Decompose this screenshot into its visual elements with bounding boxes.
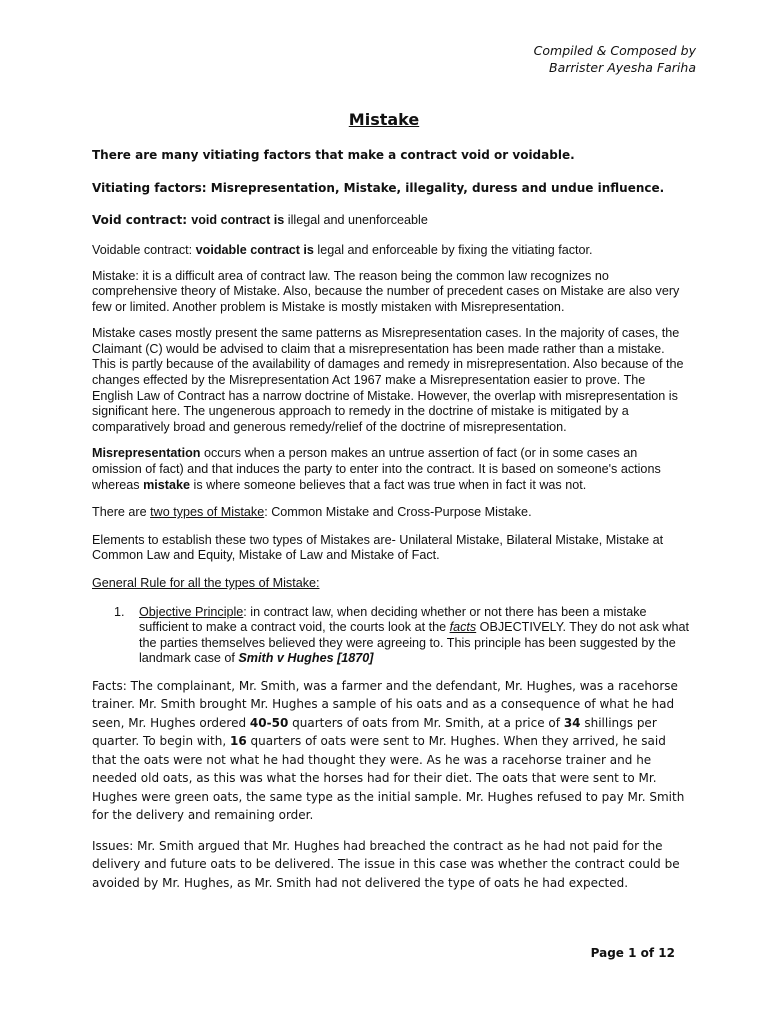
objective-principle-label: Objective Principle xyxy=(139,604,244,619)
case-citation: Smith v Hughes [1870] xyxy=(238,651,374,666)
misrepresentation-paragraph xyxy=(92,446,690,493)
intro-paragraph: There are many vitiating factors that make a contract void or voidable. xyxy=(92,148,575,162)
voidable-rest: legal and enforceable by fixing the vitiating factor. xyxy=(313,242,593,257)
misrep-text-1: occurs when a person makes an untrue assertion of fact (or in some cases an omission of fact) and that induces the party to enter into the contract. It is based on someone's actions whereas xyxy=(92,446,661,492)
list-text-2: OBJECTIVELY. They do not ask what the parties themselves believed they were agreeing to. This principle has been suggested by the landmark case of xyxy=(139,620,689,666)
page-title: Mistake xyxy=(348,110,420,129)
list-item xyxy=(92,605,690,667)
facts-text-1: Facts: The complainant, Mr. Smith, was a farmer and the defendant, Mr. Hughes, was a racehorse trainer. Mr. Smith brought Mr. Hughes a sample of his oats and as a consequence of what he had seen, Mr. Hughes ordered xyxy=(92,678,678,730)
void-contract-paragraph xyxy=(92,211,690,230)
facts-initial-quantity: 16 xyxy=(229,734,247,749)
vitiating-factors-paragraph: Vitiating factors: Misrepresentation, Mistake, illegality, duress and undue influence. xyxy=(92,180,665,195)
facts-paragraph xyxy=(92,677,690,825)
rules-list xyxy=(92,605,690,667)
void-bold: void contract is xyxy=(191,213,285,227)
header-line-2: Barrister Ayesha Fariha xyxy=(549,60,696,75)
void-rest: illegal and unenforceable xyxy=(284,213,428,227)
list-number: 1. xyxy=(114,604,125,619)
document-body xyxy=(92,146,690,892)
mistake-definition-paragraph: Mistake: it is a difficult area of contract law. The reason being the common law recognizes no comprehensive theory of Mistake. Also, because the number of precedent cases on Mistake are also very few or limited. Another problem is Mistake is mostly mistaken with Misrepresentation. xyxy=(92,268,680,314)
voidable-label: Voidable contract: xyxy=(92,242,196,257)
author-header xyxy=(534,42,696,76)
types-post: : Common Mistake and Cross-Purpose Mistake. xyxy=(264,505,532,520)
types-pre: There are xyxy=(92,505,151,520)
issues-paragraph: Issues: Mr. Smith argued that Mr. Hughes had breached the contract as he had not paid for the delivery and future oats to be delivered. The issue in this case was whether the contract could be avoided by Mr. Hughes, as Mr. Smith had not delivered the type of oats he had expected. xyxy=(92,838,680,890)
types-paragraph xyxy=(92,505,690,521)
facts-quantity: 40-50 xyxy=(249,715,289,730)
facts-text-4: quarters of oats were sent to Mr. Hughes. When they arrived, he said that the oats were not what he had thought they were. As he was a racehorse trainer and he needed old oats, as this was what the horses had for their diet. The oats that were sent to Mr. Hughes were green oats, the same type as the initial sample. Mr. Hughes refused to pay Mr. Smith for the delivery and remaining order. xyxy=(92,734,685,823)
elements-paragraph: Elements to establish these two types of Mistakes are- Unilateral Mistake, Bilateral Mistake, Mistake at Common Law and Equity, Mistake of Law and Mistake of Fact. xyxy=(92,532,664,563)
mistake-term: mistake xyxy=(143,477,191,492)
facts-emphasis: facts xyxy=(449,620,477,635)
voidable-contract-paragraph xyxy=(92,241,690,259)
misrep-text-2: is where someone believes that a fact was true when in fact it was not. xyxy=(190,477,587,492)
voidable-bold: voidable contract is xyxy=(195,242,314,257)
facts-price: 34 xyxy=(563,715,581,730)
void-label: Void contract: xyxy=(92,213,192,227)
facts-text-2: quarters of oats from Mr. Smith, at a price of xyxy=(288,715,564,730)
header-line-1: Compiled & Composed by xyxy=(533,43,696,58)
page-number: Page 1 of 12 xyxy=(590,946,675,960)
types-underlined: two types of Mistake xyxy=(150,505,265,520)
list-text-1: : in contract law, when deciding whether or not there has been a mistake sufficient to make a contract void, the courts look at the xyxy=(139,604,647,635)
mistake-cases-paragraph: Mistake cases mostly present the same patterns as Misrepresentation cases. In the majority of cases, the Claimant (C) would be advised to claim that a misrepresentation has been made rather than a mistake. This is partly because of the availability of damages and remedy in misrepresentation. Also because of the changes effected by the Misrepresentation Act 1967 make a Misrepresentation easier to prove. The English Law of Contract has a narrow doctrine of Mistake. However, the overlap with misrepresentation is significant here. The ungenerous approach to remedy in the doctrine of mistake is mitigated by a comparatively broad and generous remedy/relief of the doctrine of misrepresentation. xyxy=(92,326,684,434)
misrep-term: Misrepresentation xyxy=(92,446,201,461)
general-rule-heading: General Rule for all the types of Mistake: xyxy=(92,576,320,590)
facts-text-3: shillings per quarter. To begin with, xyxy=(92,715,657,749)
